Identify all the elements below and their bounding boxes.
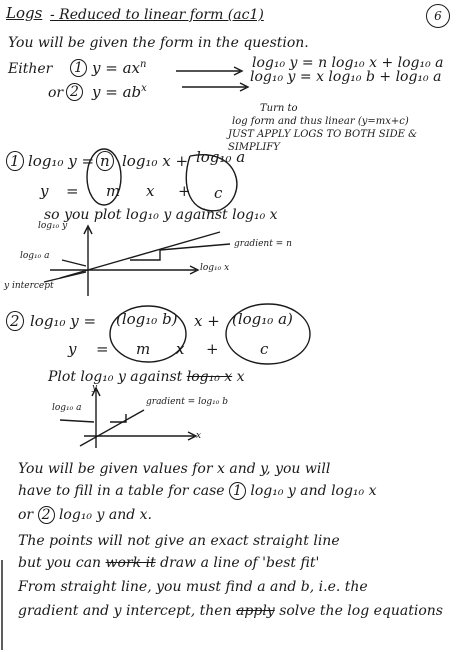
graph2-loga-label: log₁₀ a xyxy=(52,403,82,413)
form2-result: log₁₀ y = x log₁₀ b + log₁₀ a xyxy=(250,69,442,85)
form1-number: 1 xyxy=(70,61,87,75)
case1-lin-y: y xyxy=(40,182,49,200)
form1-result: log₁₀ y = n log₁₀ x + log₁₀ a xyxy=(252,55,444,71)
closing-line-2: have to fill in a table for case 1 log₁₀ y and log₁₀ x xyxy=(18,483,377,499)
graph1-ylabel: log₁₀ y xyxy=(38,221,68,231)
case1-number: 1 xyxy=(6,154,24,169)
graph1-loga-label: log₁₀ a xyxy=(20,251,50,261)
note-simplify: SIMPLIFY xyxy=(228,142,280,153)
case2-lin-plus: + xyxy=(206,340,219,358)
closing-line-6: From straight line, you must find a and b, i.e. the xyxy=(18,579,368,595)
page-subtitle: - Reduced to linear form (ac1) xyxy=(50,7,264,23)
case1-eq-n: n xyxy=(96,154,114,169)
case2-lin-eq: = xyxy=(96,340,109,358)
case2-number: 2 xyxy=(6,314,24,329)
graph1-xlabel: log₁₀ x xyxy=(200,263,230,273)
case1-lin-eq: = xyxy=(66,182,79,200)
graph2-gradient-label: gradient = log₁₀ b xyxy=(146,397,228,407)
case2-eq-left: log₁₀ y = xyxy=(30,312,97,330)
case1-eq-mid: log₁₀ x + xyxy=(122,152,189,170)
graph1-gradient-label: gradient = n xyxy=(234,239,292,249)
note-turn-to: Turn to xyxy=(260,103,298,114)
case2-plot-struck: log₁₀ x xyxy=(186,369,233,385)
closing-line-3: or 2 log₁₀ y and x. xyxy=(18,507,152,523)
case1-lin-x: x xyxy=(146,182,155,200)
case2-lin-m: m xyxy=(136,340,151,358)
closing-line-7: gradient and y intercept, then apply solve the log equations xyxy=(18,603,443,619)
case1-lin-m: m xyxy=(106,182,121,200)
note-linear-form: log form and thus linear (y=mx+c) xyxy=(232,116,409,127)
case2-plot-text: Plot log₁₀ y against log₁₀ x x xyxy=(48,369,245,385)
page-title: Logs xyxy=(6,4,43,22)
either-label: Either xyxy=(8,61,53,77)
case1-lin-c: c xyxy=(214,184,223,202)
form2-equation: $y = ab^x$ xyxy=(92,83,147,101)
graph2-ylabel: y xyxy=(92,383,98,393)
case2-eq-m: (log₁₀ b) xyxy=(116,310,178,328)
case1-eq-left: log₁₀ y = xyxy=(28,152,95,170)
case2-eq-x: x + xyxy=(194,312,220,330)
closing-line-5: but you can work it draw a line of 'best fit' xyxy=(18,555,320,571)
case2-eq-c: (log₁₀ a) xyxy=(232,310,293,328)
form2-number: 2 xyxy=(66,85,83,99)
page-number-badge: 6 xyxy=(426,4,450,28)
closing-line-5-struck: work it xyxy=(105,555,156,571)
case1-eq-c: log₁₀ a xyxy=(196,148,246,166)
case2-lin-y: y xyxy=(68,340,77,358)
closing-line-1: You will be given values for x and y, you will xyxy=(18,461,331,477)
form1-equation: $y = ax^n$ xyxy=(92,59,147,77)
graph2-xlabel: x xyxy=(196,431,202,441)
or-label: or xyxy=(48,85,64,101)
case1-lin-plus: + xyxy=(178,182,191,200)
intro-line: You will be given the form in the question. xyxy=(8,35,309,51)
note-apply-logs: JUST APPLY LOGS TO BOTH SIDE & xyxy=(228,129,417,140)
case1-plot-text: so you plot log₁₀ y against log₁₀ x xyxy=(44,207,278,223)
case2-lin-x: x xyxy=(176,340,185,358)
closing-line-4: The points will not give an exact straight line xyxy=(18,533,340,549)
closing-line-7-struck: apply xyxy=(236,603,275,619)
graph1-intercept-label: y intercept xyxy=(4,281,54,291)
case2-lin-c: c xyxy=(260,340,269,358)
